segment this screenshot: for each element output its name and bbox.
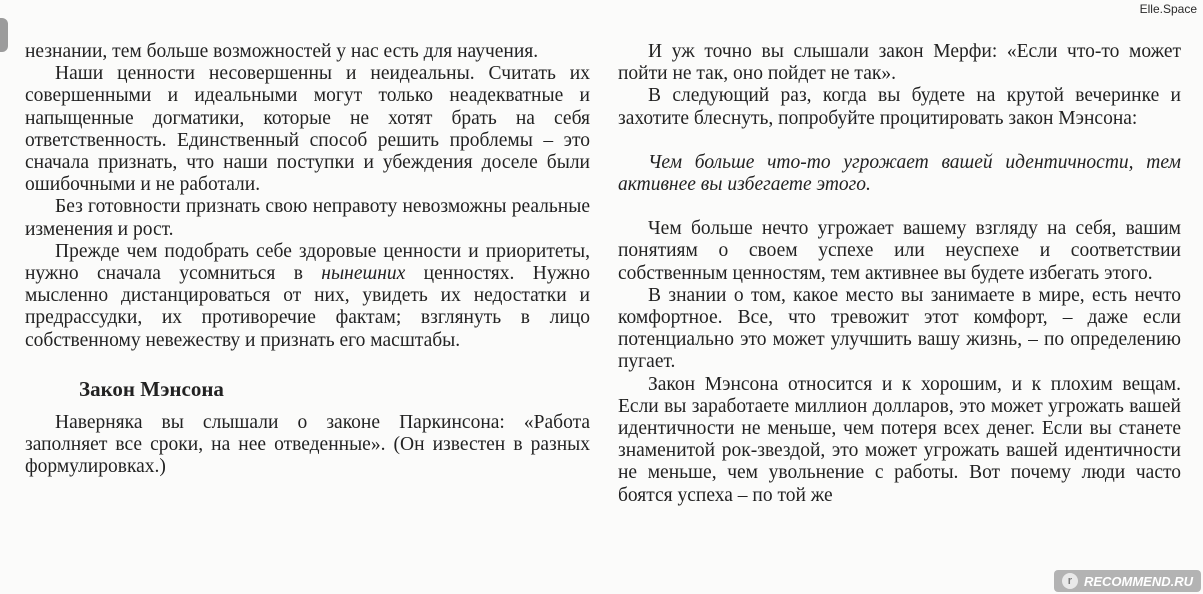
paragraph: И уж точно вы слышали закон Мерфи: «Если что-то может пойти не так, оно пойдет не так». [618, 41, 1181, 85]
left-column [25, 41, 590, 479]
paragraph: Наши ценности несовершенны и неидеальны. Считать их совершенными и идеальными могут только неадекватные и напыщенные догматики, которые не хотят брать на себя ответственность. Единственный способ решить проблемы – это сначала признать, что наши поступки и убеждения доселе были ошибочными и не работали. [25, 63, 590, 196]
paragraph-text: Прежде чем подобрать себе здоровые ценности и приоритеты, нужно сначала усомниться в [25, 240, 590, 285]
paragraph: Без готовности признать свою неправоту невозможны реальные изменения и рост. [25, 196, 590, 240]
paragraph: В знании о том, какое место вы занимаете в мире, есть нечто комфортное. Все, что тревожит этот комфорт, – даже если потенциально это может улучшить вашу жизнь, – по определению пугает. [618, 284, 1181, 373]
paragraph: Наверняка вы слышали о законе Паркинсона: «Работа заполняет все сроки, на нее отведенные». (Он известен в разных формулировках.) [25, 412, 590, 478]
paragraph-text: ценностях. Нужно мысленно дистанцироваться от них, увидеть их недостатки и предрассудки, их противоречие фактам; взглянуть в лицо собственному невежеству и признать его масштабы. [25, 263, 590, 351]
section-heading: Закон Мэнсона [79, 376, 224, 401]
italic-quote: Чем больше что-то угрожает вашей идентичности, тем активнее вы избегаете этого. [618, 151, 1181, 196]
paragraph: Закон Мэнсона относится и к хорошим, и к плохим вещам. Если вы заработаете миллион долларов, это может угрожать вашей идентичности не меньше, чем потеря всех денег. Если вы станете знаменитой рок-звездой, это может угрожать вашей идентичности не меньше, чем увольнение с работы. Вот почему люди часто боятся успеха – по той же [618, 373, 1181, 506]
paragraph: незнании, тем больше возможностей у нас есть для научения. [25, 41, 539, 62]
paragraph: В следующий раз, когда вы будете на крутой вечеринке и захотите блеснуть, попробуйте процитировать закон Мэнсона: [618, 85, 1181, 129]
scrollbar-thumb[interactable] [0, 18, 8, 52]
paragraph [25, 241, 590, 352]
emphasized-word: нынешних [321, 263, 406, 285]
watermark-text: Elle.Space [1139, 2, 1197, 16]
recommend-logo-text: RECOMMEND.RU [1083, 573, 1193, 589]
paragraph: Чем больше нечто угрожает вашему взгляду на себя, вашим понятиям о своем успехе или неуспехе и соответствии собственным ценностям, тем активнее вы будете избегать этого. [618, 218, 1181, 284]
right-column [618, 41, 1181, 507]
recommend-logo-icon: r [1062, 573, 1078, 589]
recommend-logo [1054, 570, 1201, 592]
